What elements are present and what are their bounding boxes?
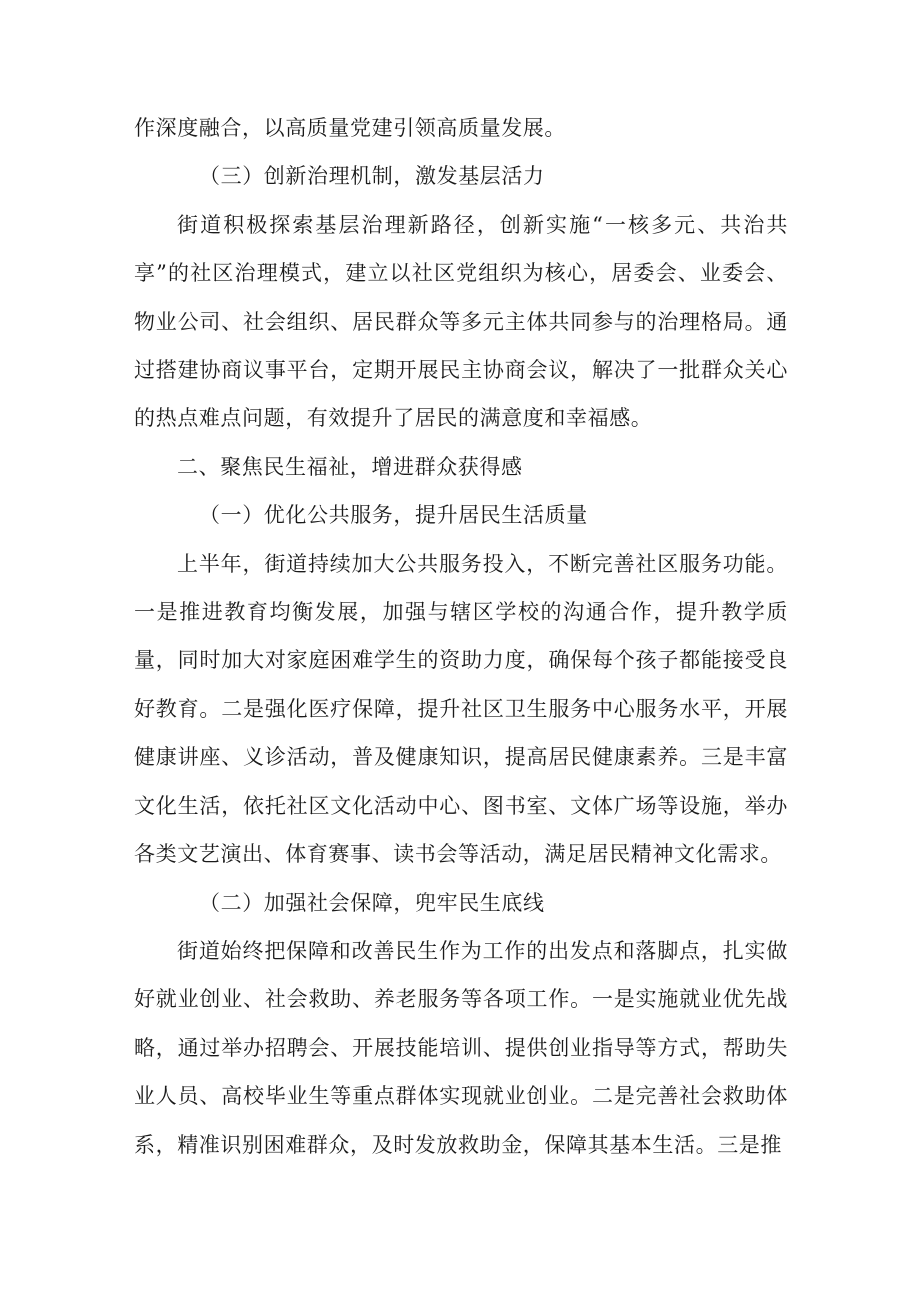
document-body	[134, 104, 788, 1169]
paragraph-continuation: 作深度融合，以高质量党建引领高质量发展。	[134, 116, 566, 140]
subheading-public-services: （一）优化公共服务，提升居民生活质量	[199, 503, 588, 528]
paragraph-social-security: 街道始终把保障和改善民生作为工作的出发点和落脚点，扎实做好就业创业、社会救助、养老服务等各项工作。一是实施就业优先战略，通过举办招聘会、开展技能培训、提供创业指导等方式，帮助失业人员、高校毕业生等重点群体实现就业创业。二是完善社会救助体系，精准识别困难群众，及时发放救助金，保障其基本生活。三是推	[134, 938, 788, 1157]
subheading-innovate-governance: （三）创新治理机制，激发基层活力	[199, 164, 545, 189]
heading-livelihood: 二、聚焦民生福祉，增进群众获得感	[177, 454, 523, 479]
subheading-social-security: （二）加强社会保障，兜牢民生底线	[199, 890, 545, 915]
paragraph-public-services: 上半年，街道持续加大公共服务投入，不断完善社区服务功能。一是推进教育均衡发展，加强与辖区学校的沟通合作，提升教学质量，同时加大对家庭困难学生的资助力度，确保每个孩子都能接受良好教育。二是强化医疗保障，提升社区卫生服务中心服务水平，开展健康讲座、义诊活动，普及健康知识，提高居民健康素养。三是丰富文化生活，依托社区文化活动中心、图书室、文体广场等设施，举办各类文艺演出、体育赛事、读书会等活动，满足居民精神文化需求。	[134, 551, 788, 867]
paragraph-governance: 街道积极探索基层治理新路径，创新实施“一核多元、共治共享”的社区治理模式，建立以社区党组织为核心，居委会、业委会、物业公司、社会组织、居民群众等多元主体共同参与的治理格局。通过搭建协商议事平台，定期开展民主协商会议，解决了一批群众关心的热点难点问题，有效提升了居民的满意度和幸福感。	[134, 212, 788, 431]
